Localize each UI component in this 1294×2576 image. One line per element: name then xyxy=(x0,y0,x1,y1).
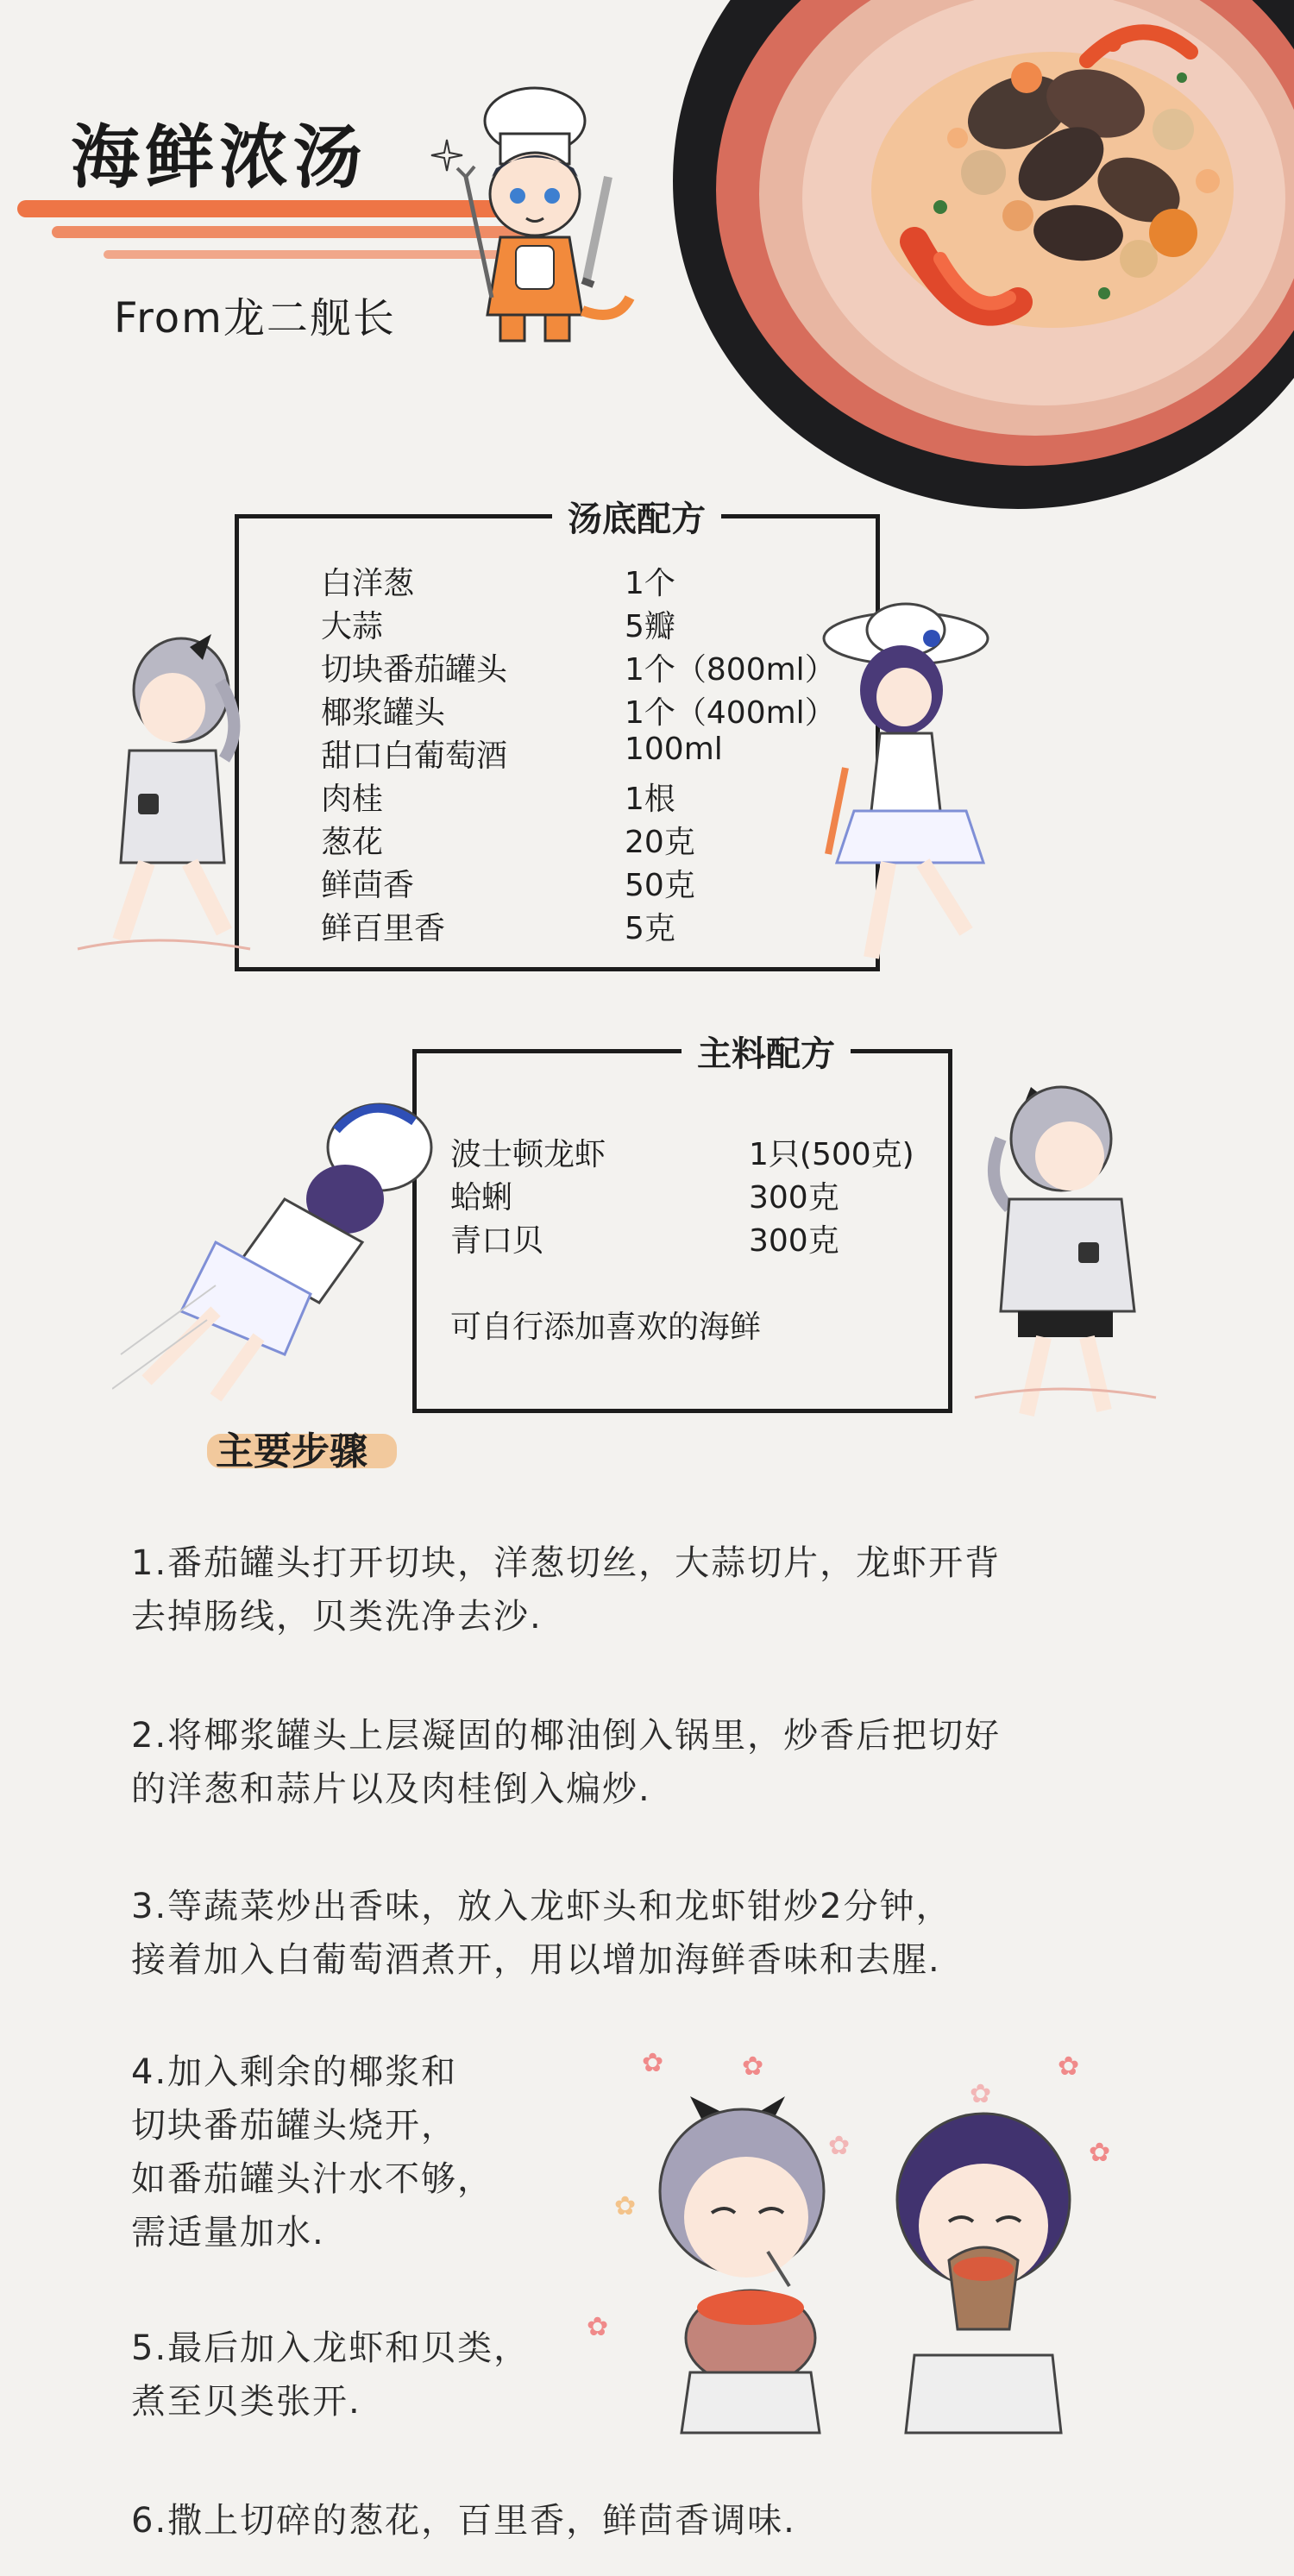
petal-icon: ✿ xyxy=(970,2079,992,2109)
ingredient-amount: 1个（800ml） xyxy=(625,652,836,688)
main-heading xyxy=(682,1027,851,1076)
chef-character-illustration xyxy=(431,82,638,349)
ingredient-name: 椰浆罐头 xyxy=(321,695,446,731)
ingredient-amount: 300克 xyxy=(749,1180,839,1216)
ingredient-name: 肉桂 xyxy=(321,782,384,817)
white-hat-girl-dashing-illustration xyxy=(112,1096,440,1406)
silver-hair-girl-walking-illustration xyxy=(52,621,267,966)
page-title: 海鲜浓汤 xyxy=(71,117,367,198)
ingredient-amount: 1个（400ml） xyxy=(625,695,836,731)
petal-icon: ✿ xyxy=(587,2312,609,2342)
main-heading-label: 主料配方 xyxy=(697,1034,835,1074)
seafood-soup-bowl-illustration xyxy=(656,0,1294,509)
ingredient-name: 鲜茴香 xyxy=(321,868,415,903)
ingredient-amount: 5瓣 xyxy=(625,609,675,644)
petal-icon: ✿ xyxy=(1058,2051,1080,2082)
white-hat-girl-running-illustration xyxy=(811,595,1035,992)
step-line: 6.撒上切碎的葱花，百里香，鲜茴香调味. xyxy=(131,2501,796,2541)
petal-icon: ✿ xyxy=(828,2131,851,2161)
two-girls-eating-illustration xyxy=(638,2079,1121,2441)
ingredient-amount: 1只(500克) xyxy=(749,1137,914,1172)
ingredient-amount: 1个 xyxy=(625,566,675,601)
step-line: 2.将椰浆罐头上层凝固的椰油倒入锅里，炒香后把切好 xyxy=(131,1716,1002,1756)
ingredient-amount: 300克 xyxy=(749,1223,839,1259)
step-line: 去掉肠线，贝类洗净去沙. xyxy=(131,1597,543,1637)
main-note: 可自行添加喜欢的海鲜 xyxy=(450,1310,762,1345)
step-line: 4.加入剩余的椰浆和 xyxy=(131,2052,458,2092)
step-line: 需适量加水. xyxy=(131,2213,325,2252)
petal-icon: ✿ xyxy=(642,2048,664,2078)
silver-hair-girl-standing-illustration xyxy=(949,1070,1173,1432)
ingredient-name: 白洋葱 xyxy=(321,566,415,601)
petal-icon: ✿ xyxy=(742,2051,764,2082)
ingredient-amount: 1根 xyxy=(625,782,675,817)
step-line: 煮至贝类张开. xyxy=(131,2382,361,2422)
step-line: 切块番茄罐头烧开， xyxy=(131,2106,457,2146)
ingredient-amount: 20克 xyxy=(625,825,695,860)
ingredient-amount: 5克 xyxy=(625,911,675,946)
ingredient-name: 蛤蜊 xyxy=(450,1180,513,1216)
step-line: 接着加入白葡萄酒煮开，用以增加海鲜香味和去腥. xyxy=(131,1940,941,1980)
ingredient-name: 青口贝 xyxy=(450,1223,544,1259)
ingredient-name: 波士顿龙虾 xyxy=(450,1137,606,1172)
ingredient-name: 葱花 xyxy=(321,825,384,860)
broth-heading xyxy=(552,492,721,541)
step-line: 3.等蔬菜炒出香味，放入龙虾头和龙虾钳炒2分钟， xyxy=(131,1887,952,1926)
broth-heading-label: 汤底配方 xyxy=(568,499,706,539)
ingredient-amount: 50克 xyxy=(625,868,695,903)
ingredient-amount: 100ml xyxy=(625,732,723,767)
step-line: 1.番茄罐头打开切块，洋葱切丝，大蒜切片，龙虾开背 xyxy=(131,1543,1002,1583)
step-line: 5.最后加入龙虾和贝类， xyxy=(131,2328,531,2368)
author-credit: From龙二舰长 xyxy=(114,294,396,342)
ingredient-name: 大蒜 xyxy=(321,609,384,644)
ingredient-name: 鲜百里香 xyxy=(321,911,446,946)
petal-icon: ✿ xyxy=(1089,2138,1111,2168)
ingredient-name: 甜口白葡萄酒 xyxy=(321,738,508,774)
step-line: 如番茄罐头汁水不够， xyxy=(131,2159,493,2199)
step-line: 的洋葱和蒜片以及肉桂倒入煸炒. xyxy=(131,1769,651,1809)
ingredient-name: 切块番茄罐头 xyxy=(321,652,508,688)
steps-heading: 主要步骤 xyxy=(216,1429,367,1473)
petal-icon: ✿ xyxy=(614,2191,637,2221)
